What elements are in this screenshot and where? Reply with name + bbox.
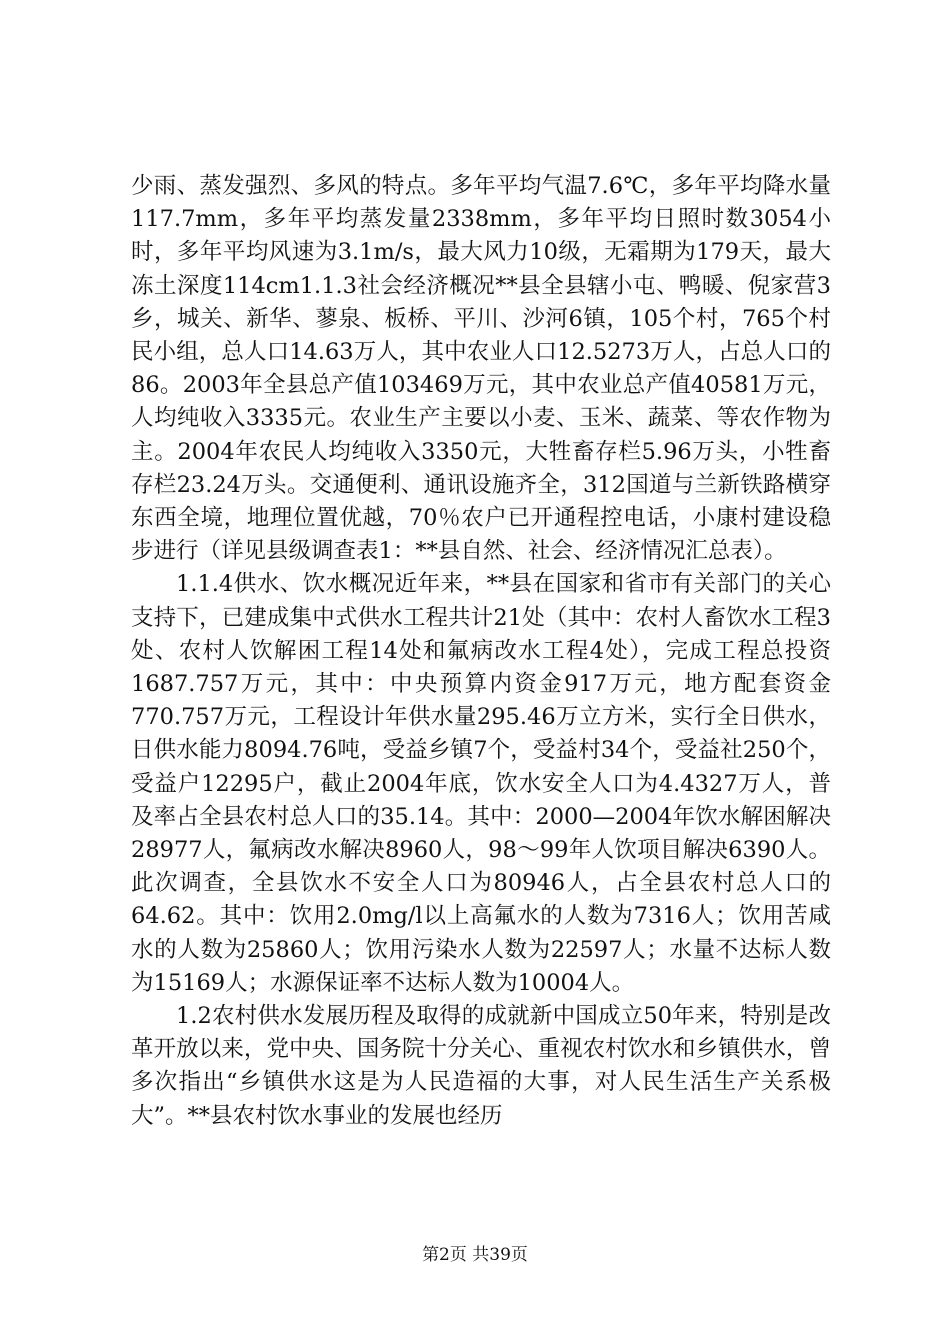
paragraph-natural-social-economy: 少雨、蒸发强烈、多风的特点。多年平均气温7.6℃，多年平均降水量117.7mm，多年平均蒸发量2338mm，多年平均日照时数3054小时，多年平均风速为3.1m/s，最大风力10级，无霜期为179天，最大冻土深度114cm1.1.3社会经济概况**县全县辖小屯、鸭暖、倪家营3乡，城关、新华、蓼泉、板桥、平川、沙河6镇，105个村，765个村民小组，总人口14.63万人，其中农业人口12.5273万人，占总人口的86。2003年全县总产值103469万元，其中农业总产值40581万元，人均纯收入3335元。农业生产主要以小麦、玉米、蔬菜、等农作物为主。2004年农民人均纯收入3350元，大牲畜存栏5.96万头，小牲畜存栏23.24万头。交通便利、通讯设施齐全，312国道与兰新铁路横穿东西全境，地理位置优越，70％农户已开通程控电话，小康村建设稳步进行（详见县级调查表1：**县自然、社会、经济情况汇总表）。	[131, 173, 831, 565]
paragraph-water-supply-overview: 1.1.4供水、饮水概况近年来，**县在国家和省市有关部门的关心支持下，已建成集中式供水工程共计21处（其中：农村人畜饮水工程3处、农村人饮解困工程14处和氟病改水工程4处），完成工程总投资1687.757万元，其中：中央预算内资金917万元，地方配套资金770.757万元，工程设计年供水量295.46万立方米，实行全日供水，日供水能力8094.76吨，受益乡镇7个，受益村34个，受益社250个，受益户12295户，截止2004年底，饮水安全人口为4.4327万人，普及率占全县农村总人口的35.14。其中：2000—2004年饮水解困解决28977人，氟病改水解决8960人，98～99年人饮项目解决6390人。此次调查，全县饮水不安全人口为80946人，占全县农村总人口的64.62。其中：饮用2.0mg/l以上高氟水的人数为7316人；饮用苦咸水的人数为25860人；饮用污染水人数为22597人；水量不达标人数为15169人；水源保证率不达标人数为10004人。	[131, 571, 831, 996]
page-number-footer: 第2页 共39页	[422, 1245, 528, 1265]
document-body	[131, 170, 831, 1133]
paragraph-development-history: 1.2农村供水发展历程及取得的成就新中国成立50年来，特别是改革开放以来，党中央、国务院十分关心、重视农村饮水和乡镇供水，曾多次指出“乡镇供水这是为人民造福的大事，对人民生活生产关系极大”。**县农村饮水事业的发展也经历	[131, 1003, 831, 1129]
